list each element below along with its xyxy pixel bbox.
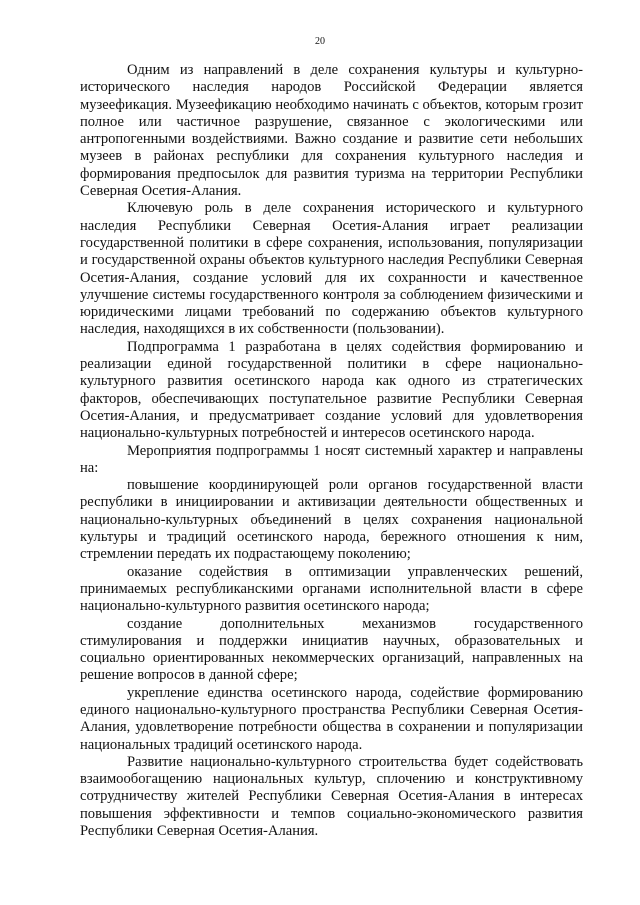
paragraph-museification: Одним из направлений в деле сохранения культуры и культурно-исторического наследия народов Российской Федерации является музеефикация. Музеефикацию необходимо начинать с объектов, которым грозит полное или частичное разрушение, связанное с экологическими или антропогенными воздействиями. Важно создание и развитие сети небольших музеев в районах республики для сохранения культурного наследия и формирования предпосылок для развития туризма на территории Республики Северная Осетия-Алания. xyxy=(80,62,583,200)
list-item-mechanisms: создание дополнительных механизмов государственного стимулирования и поддержки инициатив научных, образовательных и социально ориентированных некоммерческих организаций, направленных на решение вопросов в данной сфере; xyxy=(80,615,583,684)
paragraph-key-role: Ключевую роль в деле сохранения исторического и культурного наследия Республики Северная Осетия-Алания играет реализации государственной политики в сфере сохранения, использования, популяризации и государственной охраны объектов культурного наследия Республики Северная Осетия-Алания, создание условий для их сохранности и качественное улучшение системы государственного контроля за соблюдением физическими и юридическими лицами требований по содержанию объектов культурного наследия, находящихся в их собственности (пользовании). xyxy=(80,200,583,338)
list-item-unity: укрепление единства осетинского народа, содействие формированию единого национально-культурного пространства Республики Северная Осетия-Алания, удовлетворение потребности общества в сохранении и популяризации национальных традиций осетинского народа. xyxy=(80,684,583,753)
paragraph-subprogram-purpose: Подпрограмма 1 разработана в целях содействия формированию и реализации единой государственной политики в сфере национально-культурного развития осетинского народа как одного из стратегических факторов, обеспечивающих поступательное развитие Республики Северная Осетия-Алания, и предусматривает создание условий для удовлетворения национально-культурных потребностей и интересов осетинского народа. xyxy=(80,338,583,442)
paragraph-development: Развитие национально-культурного строительства будет содействовать взаимообогащению национальных культур, сплочению и конструктивному сотрудничеству жителей Республики Северная Осетия-Алания в интересах повышения эффективности и темпов социально-экономического развития Республики Северная Осетия-Алания. xyxy=(80,753,583,840)
list-item-coordination: повышение координирующей роли органов государственной власти республики в инициировании и активизации деятельности общественных и национально-культурных объединений в целях сохранения национальной культуры и традиций осетинского народа, бережного отношения к ним, стремлении передать их подрастающему поколению; xyxy=(80,477,583,563)
page-number: 20 xyxy=(315,36,325,47)
list-item-optimization: оказание содействия в оптимизации управленческих решений, принимаемых республиканскими органами исполнительной власти в сфере национально-культурного развития осетинского народа; xyxy=(80,563,583,615)
document-body xyxy=(80,62,583,840)
paragraph-subprogram-measures: Мероприятия подпрограммы 1 носят системный характер и направлены на: xyxy=(80,442,583,476)
